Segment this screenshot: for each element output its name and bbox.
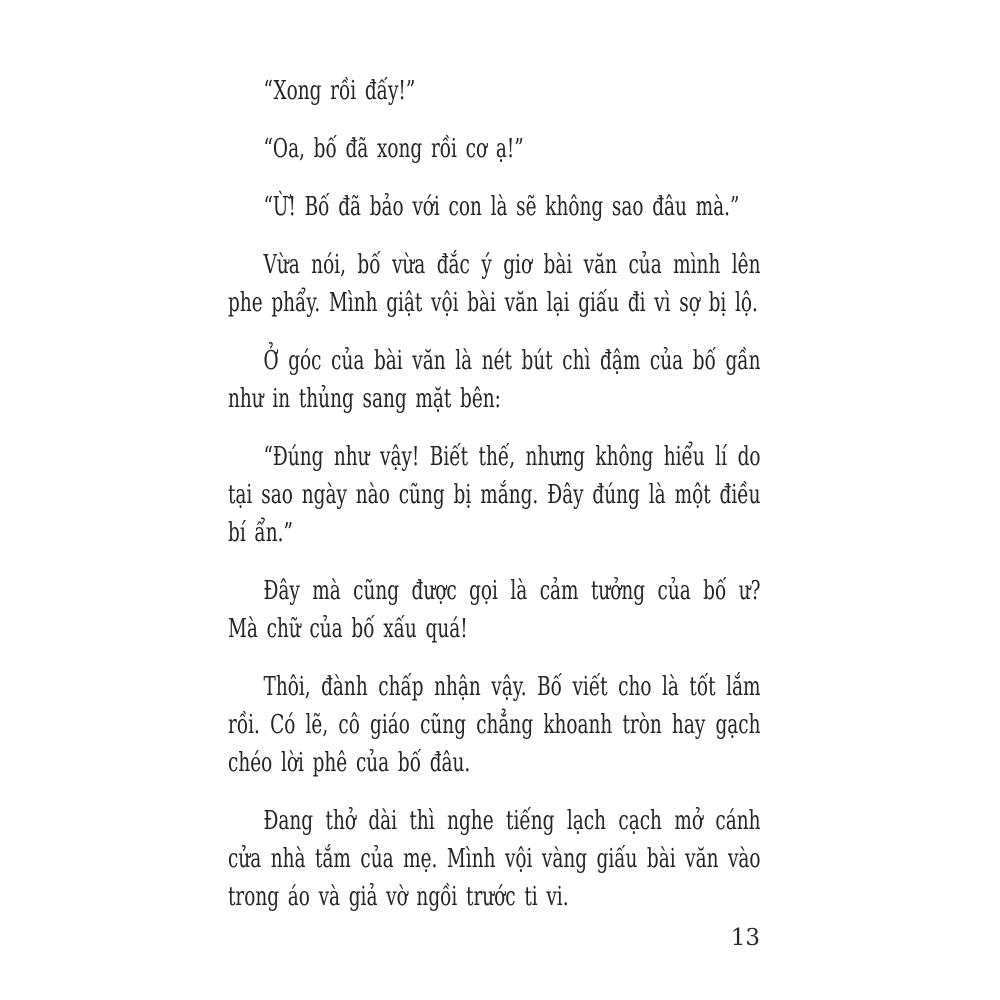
body-paragraph: Đang thở dài thì nghe tiếng lạch cạch mở cánh cửa nhà tắm của mẹ. Mình vội vàng giấu bài văn vào trong áo và giả vờ ngồi trước ti vi. <box>228 806 761 912</box>
quoted-note-paragraph: “Đúng như vậy! Biết thế, nhưng không hiểu lí do tại sao ngày nào cũng bị mắng. Đây đúng là một điều bí ẩn.” <box>228 442 761 548</box>
dialogue-paragraph: “Oa, bố đã xong rồi cơ ạ!” <box>263 134 524 164</box>
body-paragraph: Thôi, đành chấp nhận vậy. Bố viết cho là tốt lắm rồi. Có lẽ, cô giáo cũng chẳng khoanh tròn hay gạch chéo lời phê của bố đâu. <box>228 672 761 778</box>
dialogue-paragraph: “Xong rồi đấy!” <box>263 76 416 106</box>
body-paragraph: Vừa nói, bố vừa đắc ý giơ bài văn của mình lên phe phẩy. Mình giật vội bài văn lại giấu đi vì sợ bị lộ. <box>228 250 761 318</box>
dialogue-paragraph: “Ừ! Bố đã bảo với con là sẽ không sao đâu mà.” <box>263 192 740 222</box>
page-text-block <box>228 72 761 916</box>
body-paragraph: Ở góc của bài văn là nét bút chì đậm của bố gần như in thủng sang mặt bên: <box>228 346 761 414</box>
page-number: 13 <box>730 925 760 951</box>
body-paragraph: Đây mà cũng được gọi là cảm tưởng của bố ư? Mà chữ của bố xấu quá! <box>228 576 761 644</box>
